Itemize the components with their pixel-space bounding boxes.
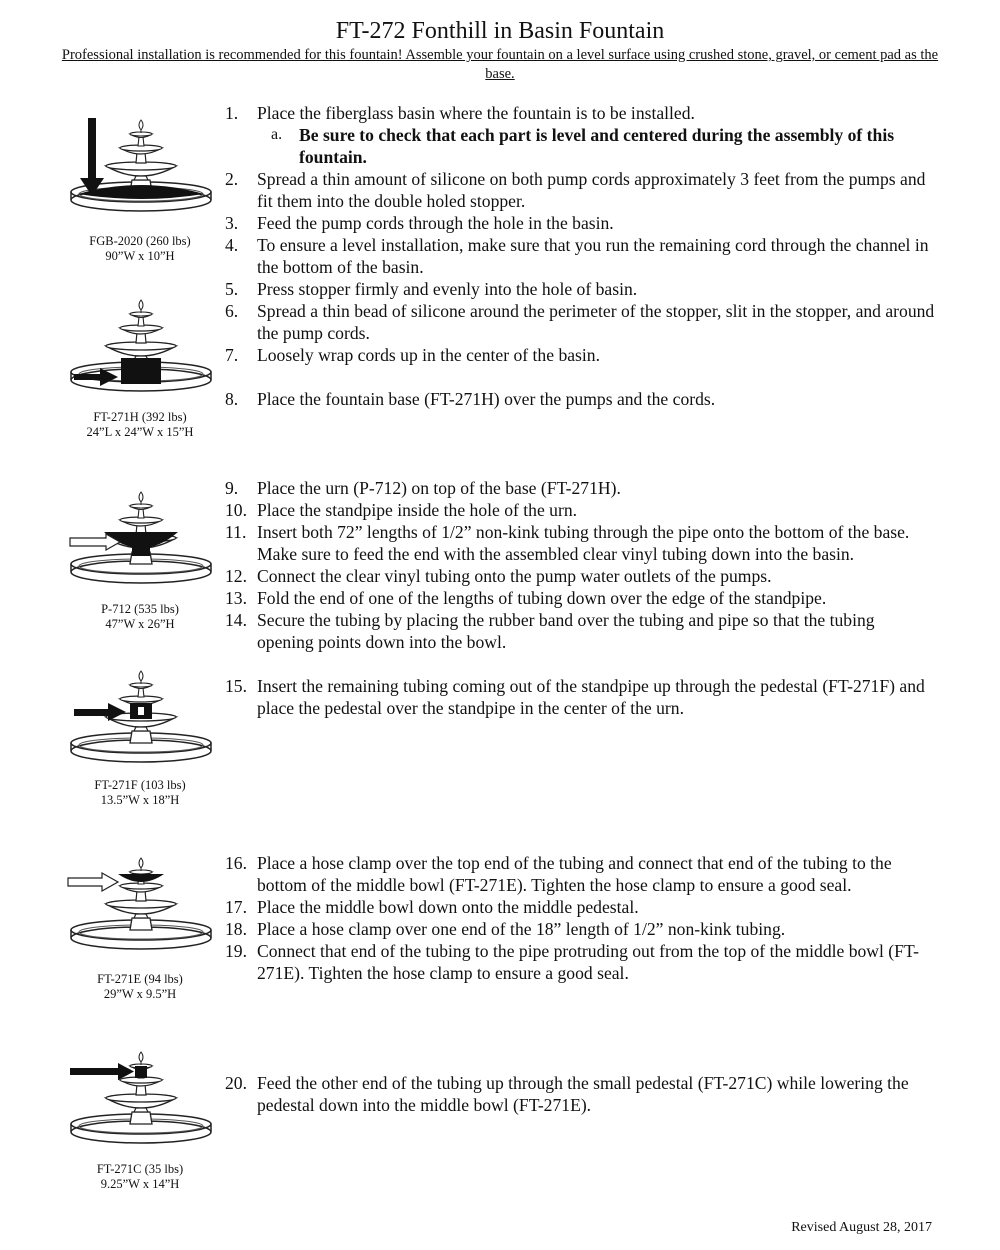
installation-notice: Professional installation is recommended for this fountain! Assemble your fountain on a level surface using crushed stone, gravel, or cement pad as the base.: [61, 47, 939, 82]
step-4: 4. To ensure a level installation, make sure that you run the remaining cord through the channel in the bottom of the basin.: [225, 235, 929, 277]
step-17: 17. Place the middle bowl down onto the middle pedestal.: [225, 897, 639, 917]
step-9: 9. Place the urn (P-712) on top of the base (FT-271H).: [225, 478, 621, 498]
step-1a: a. Be sure to check that each part is level and centered during the assembly of this fountain.: [271, 125, 895, 167]
figure-part-dims: 90”W x 10”H: [105, 249, 175, 263]
step-8: 8. Place the fountain base (FT-271H) over the pumps and the cords.: [225, 389, 716, 409]
step-20: 20. Feed the other end of the tubing up through the small pedestal (FT-271C) while lowering the pedestal down into the middle bowl (FT-271E).: [225, 1073, 909, 1115]
fountain-small-pedestal-arrow-icon: [66, 1036, 216, 1156]
steps-middle-bowl-section: [225, 852, 935, 984]
figure-part-name: FT-271H (392 lbs): [93, 410, 187, 424]
step-2: 2. Spread a thin amount of silicone on both pump cords approximately 3 feet from the pumps and fit them into the double holed stopper.: [225, 169, 926, 211]
figure-part-dims: 13.5”W x 18”H: [100, 793, 180, 807]
step-1: 1. Place the fiberglass basin where the fountain is to be installed.: [225, 103, 695, 123]
figure-part-name: FT-271C (35 lbs): [96, 1162, 184, 1176]
steps-basin-section: [225, 102, 935, 410]
fountain-urn-arrow-icon: [66, 480, 216, 592]
revision-date: Revised August 28, 2017: [791, 1220, 932, 1235]
figure-part-dims: 47”W x 26”H: [105, 617, 175, 631]
step-7: 7. Loosely wrap cords up in the center of the basin.: [225, 345, 600, 365]
step-10: 10. Place the standpipe inside the hole of the urn.: [225, 500, 578, 520]
step-19: 19. Connect that end of the tubing to the pipe protruding out from the top of the middle bowl (FT-271E). Tighten the hose clamp to ensure a good seal.: [225, 941, 919, 983]
figure-part-dims: 9.25”W x 14”H: [100, 1177, 180, 1191]
fountain-middle-bowl-arrow-icon: [66, 846, 216, 958]
step-6: 6. Spread a thin bead of silicone around the perimeter of the stopper, slit in the stopper, and around the pump cords.: [225, 301, 935, 343]
basin-fountain-arrow-down-icon: [66, 108, 216, 220]
steps-urn-section: [225, 477, 935, 719]
fountain-pedestal-arrow-icon: [66, 650, 216, 780]
step-14: 14. Secure the tubing by placing the rubber band over the tubing and pipe so that the tubing opening points down into the bowl.: [225, 610, 875, 652]
fountain-base-arrow-icon: [66, 288, 216, 400]
figure-part-name: FT-271E (94 lbs): [97, 972, 183, 986]
step-3: 3. Feed the pump cords through the hole in the basin.: [225, 213, 614, 233]
figure-part-name: FT-271F (103 lbs): [94, 778, 186, 792]
step-16: 16. Place a hose clamp over the top end of the tubing and connect that end of the tubing to the bottom of the middle bowl (FT-271E). Tighten the hose clamp to ensure a good seal.: [225, 853, 892, 895]
step-12: 12. Connect the clear vinyl tubing onto the pump water outlets of the pumps.: [225, 566, 772, 586]
figure-part-name: FGB-2020 (260 lbs): [89, 234, 191, 248]
figure-part-dims: 24”L x 24”W x 15”H: [86, 425, 194, 439]
step-18: 18. Place a hose clamp over one end of the 18” length of 1/2” non-kink tubing.: [225, 919, 786, 939]
step-15: 15. Insert the remaining tubing coming out of the standpipe up through the pedestal (FT-271F) and place the pedestal over the standpipe in the center of the urn.: [225, 676, 925, 718]
steps-small-pedestal-section: [225, 1072, 935, 1116]
step-11: 11. Insert both 72” lengths of 1/2” non-kink tubing through the pipe onto the bottom of the base. Make sure to feed the end with the assembled clear vinyl tubing down into the basin.: [225, 522, 910, 564]
page-title: FT-272 Fonthill in Basin Fountain: [335, 18, 665, 44]
figure-part-name: P-712 (535 lbs): [101, 602, 179, 616]
step-5: 5. Press stopper firmly and evenly into the hole of basin.: [225, 279, 638, 299]
figure-part-dims: 29”W x 9.5”H: [103, 987, 177, 1001]
step-13: 13. Fold the end of one of the lengths of tubing down over the edge of the standpipe.: [225, 588, 827, 608]
